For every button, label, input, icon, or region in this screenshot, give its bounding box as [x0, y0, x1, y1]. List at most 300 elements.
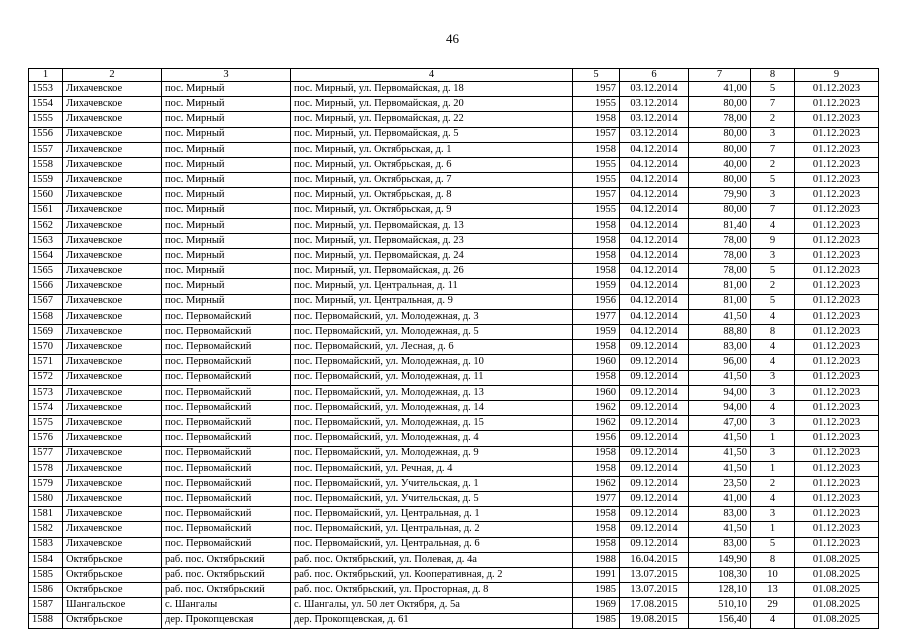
cell-resettlement-date: 01.12.2023 [795, 97, 879, 112]
cell-row-number: 1578 [29, 461, 63, 476]
cell-area: 78,00 [689, 233, 751, 248]
cell-locality: пос. Первомайский [162, 537, 291, 552]
cell-area: 81,00 [689, 294, 751, 309]
cell-locality: пос. Мирный [162, 249, 291, 264]
column-header-6: 6 [620, 69, 689, 82]
cell-residents-count: 2 [751, 157, 795, 172]
cell-recognition-date: 04.12.2014 [620, 325, 689, 340]
cell-year-built: 1958 [573, 461, 620, 476]
table-row [29, 613, 879, 628]
cell-resettlement-date: 01.12.2023 [795, 173, 879, 188]
cell-year-built: 1958 [573, 507, 620, 522]
table-row [29, 309, 879, 324]
cell-row-number: 1583 [29, 537, 63, 552]
cell-row-number: 1568 [29, 309, 63, 324]
table-row [29, 370, 879, 385]
cell-row-number: 1555 [29, 112, 63, 127]
cell-row-number: 1579 [29, 476, 63, 491]
cell-locality: дер. Прокопцевская [162, 613, 291, 628]
table-row [29, 294, 879, 309]
cell-residents-count: 5 [751, 294, 795, 309]
cell-resettlement-date: 01.12.2023 [795, 82, 879, 97]
cell-locality: пос. Мирный [162, 97, 291, 112]
cell-row-number: 1582 [29, 522, 63, 537]
cell-resettlement-date: 01.12.2023 [795, 492, 879, 507]
cell-recognition-date: 09.12.2014 [620, 492, 689, 507]
cell-area: 80,00 [689, 97, 751, 112]
cell-residents-count: 3 [751, 416, 795, 431]
cell-row-number: 1558 [29, 157, 63, 172]
cell-address: пос. Мирный, ул. Центральная, д. 9 [291, 294, 573, 309]
cell-row-number: 1573 [29, 385, 63, 400]
cell-locality: пос. Мирный [162, 82, 291, 97]
column-header-2: 2 [63, 69, 162, 82]
cell-year-built: 1960 [573, 385, 620, 400]
cell-area: 83,00 [689, 340, 751, 355]
table-row [29, 142, 879, 157]
cell-row-number: 1561 [29, 203, 63, 218]
cell-locality: пос. Мирный [162, 112, 291, 127]
cell-area: 41,50 [689, 446, 751, 461]
cell-settlement-municipality: Лихачевское [63, 385, 162, 400]
cell-recognition-date: 04.12.2014 [620, 173, 689, 188]
table-row [29, 264, 879, 279]
table-row [29, 97, 879, 112]
cell-area: 80,00 [689, 127, 751, 142]
cell-row-number: 1570 [29, 340, 63, 355]
cell-locality: пос. Мирный [162, 203, 291, 218]
cell-address: пос. Первомайский, ул. Центральная, д. 2 [291, 522, 573, 537]
cell-settlement-municipality: Лихачевское [63, 112, 162, 127]
cell-residents-count: 4 [751, 340, 795, 355]
cell-residents-count: 3 [751, 446, 795, 461]
cell-row-number: 1574 [29, 400, 63, 415]
cell-locality: пос. Мирный [162, 264, 291, 279]
cell-settlement-municipality: Лихачевское [63, 507, 162, 522]
cell-resettlement-date: 01.12.2023 [795, 294, 879, 309]
cell-address: раб. пос. Октябрьский, ул. Полевая, д. 4а [291, 552, 573, 567]
cell-residents-count: 9 [751, 233, 795, 248]
cell-area: 78,00 [689, 249, 751, 264]
cell-residents-count: 4 [751, 355, 795, 370]
cell-residents-count: 2 [751, 279, 795, 294]
table-row [29, 173, 879, 188]
cell-area: 83,00 [689, 537, 751, 552]
cell-recognition-date: 04.12.2014 [620, 264, 689, 279]
cell-settlement-municipality: Лихачевское [63, 400, 162, 415]
cell-locality: пос. Первомайский [162, 325, 291, 340]
cell-address: пос. Первомайский, ул. Учительская, д. 1 [291, 476, 573, 491]
cell-settlement-municipality: Лихачевское [63, 325, 162, 340]
cell-settlement-municipality: Лихачевское [63, 82, 162, 97]
cell-area: 149,90 [689, 552, 751, 567]
cell-resettlement-date: 01.12.2023 [795, 249, 879, 264]
cell-row-number: 1586 [29, 583, 63, 598]
cell-resettlement-date: 01.12.2023 [795, 233, 879, 248]
cell-resettlement-date: 01.12.2023 [795, 218, 879, 233]
cell-locality: пос. Первомайский [162, 309, 291, 324]
cell-address: пос. Первомайский, ул. Молодежная, д. 14 [291, 400, 573, 415]
cell-year-built: 1958 [573, 112, 620, 127]
cell-settlement-municipality: Лихачевское [63, 416, 162, 431]
cell-recognition-date: 09.12.2014 [620, 461, 689, 476]
cell-locality: раб. пос. Октябрьский [162, 583, 291, 598]
cell-year-built: 1958 [573, 233, 620, 248]
cell-settlement-municipality: Лихачевское [63, 355, 162, 370]
cell-address: пос. Мирный, ул. Первомайская, д. 23 [291, 233, 573, 248]
column-header-7: 7 [689, 69, 751, 82]
cell-row-number: 1567 [29, 294, 63, 309]
cell-settlement-municipality: Лихачевское [63, 446, 162, 461]
cell-year-built: 1969 [573, 598, 620, 613]
cell-address: пос. Мирный, ул. Первомайская, д. 24 [291, 249, 573, 264]
table-row [29, 340, 879, 355]
cell-residents-count: 3 [751, 249, 795, 264]
cell-residents-count: 2 [751, 112, 795, 127]
cell-area: 79,90 [689, 188, 751, 203]
cell-area: 128,10 [689, 583, 751, 598]
cell-year-built: 1958 [573, 264, 620, 279]
cell-year-built: 1958 [573, 446, 620, 461]
cell-row-number: 1572 [29, 370, 63, 385]
cell-row-number: 1559 [29, 173, 63, 188]
cell-area: 23,50 [689, 476, 751, 491]
cell-year-built: 1977 [573, 309, 620, 324]
cell-residents-count: 10 [751, 568, 795, 583]
cell-residents-count: 13 [751, 583, 795, 598]
table-body [29, 82, 879, 629]
cell-year-built: 1955 [573, 97, 620, 112]
cell-settlement-municipality: Октябрьское [63, 568, 162, 583]
cell-residents-count: 7 [751, 142, 795, 157]
cell-residents-count: 4 [751, 218, 795, 233]
cell-year-built: 1959 [573, 325, 620, 340]
cell-settlement-municipality: Лихачевское [63, 173, 162, 188]
cell-resettlement-date: 01.12.2023 [795, 127, 879, 142]
cell-address: пос. Первомайский, ул. Молодежная, д. 3 [291, 309, 573, 324]
cell-year-built: 1957 [573, 188, 620, 203]
table-row [29, 203, 879, 218]
table-row [29, 127, 879, 142]
cell-address: пос. Первомайский, ул. Учительская, д. 5 [291, 492, 573, 507]
cell-row-number: 1576 [29, 431, 63, 446]
table-row [29, 446, 879, 461]
table-row [29, 598, 879, 613]
cell-row-number: 1566 [29, 279, 63, 294]
cell-residents-count: 5 [751, 264, 795, 279]
cell-resettlement-date: 01.12.2023 [795, 431, 879, 446]
cell-recognition-date: 04.12.2014 [620, 294, 689, 309]
cell-year-built: 1955 [573, 203, 620, 218]
table-row [29, 537, 879, 552]
cell-settlement-municipality: Лихачевское [63, 294, 162, 309]
cell-year-built: 1959 [573, 279, 620, 294]
cell-area: 94,00 [689, 385, 751, 400]
table-row [29, 492, 879, 507]
table-header-row [29, 69, 879, 82]
cell-residents-count: 5 [751, 82, 795, 97]
cell-recognition-date: 09.12.2014 [620, 385, 689, 400]
cell-address: дер. Прокопцевская, д. 61 [291, 613, 573, 628]
cell-settlement-municipality: Лихачевское [63, 340, 162, 355]
cell-recognition-date: 13.07.2015 [620, 568, 689, 583]
cell-address: пос. Мирный, ул. Центральная, д. 11 [291, 279, 573, 294]
cell-address: пос. Мирный, ул. Октябрьская, д. 9 [291, 203, 573, 218]
table-row [29, 112, 879, 127]
table-row [29, 583, 879, 598]
cell-address: пос. Первомайский, ул. Молодежная, д. 13 [291, 385, 573, 400]
table-row [29, 157, 879, 172]
cell-recognition-date: 04.12.2014 [620, 142, 689, 157]
cell-recognition-date: 04.12.2014 [620, 218, 689, 233]
table-row [29, 279, 879, 294]
cell-locality: пос. Первомайский [162, 461, 291, 476]
cell-residents-count: 3 [751, 507, 795, 522]
cell-locality: пос. Первомайский [162, 431, 291, 446]
cell-recognition-date: 04.12.2014 [620, 233, 689, 248]
cell-locality: пос. Мирный [162, 279, 291, 294]
cell-residents-count: 7 [751, 97, 795, 112]
cell-settlement-municipality: Лихачевское [63, 142, 162, 157]
cell-year-built: 1958 [573, 249, 620, 264]
cell-settlement-municipality: Лихачевское [63, 218, 162, 233]
cell-resettlement-date: 01.08.2025 [795, 568, 879, 583]
cell-recognition-date: 03.12.2014 [620, 97, 689, 112]
cell-recognition-date: 09.12.2014 [620, 446, 689, 461]
cell-row-number: 1580 [29, 492, 63, 507]
cell-locality: раб. пос. Октябрьский [162, 568, 291, 583]
cell-resettlement-date: 01.08.2025 [795, 598, 879, 613]
cell-resettlement-date: 01.08.2025 [795, 613, 879, 628]
cell-year-built: 1977 [573, 492, 620, 507]
cell-resettlement-date: 01.12.2023 [795, 325, 879, 340]
cell-locality: пос. Мирный [162, 218, 291, 233]
cell-year-built: 1957 [573, 127, 620, 142]
cell-year-built: 1988 [573, 552, 620, 567]
cell-settlement-municipality: Лихачевское [63, 461, 162, 476]
cell-recognition-date: 04.12.2014 [620, 157, 689, 172]
table-row [29, 325, 879, 340]
cell-address: пос. Первомайский, ул. Молодежная, д. 5 [291, 325, 573, 340]
cell-recognition-date: 04.12.2014 [620, 279, 689, 294]
cell-address: пос. Первомайский, ул. Центральная, д. 6 [291, 537, 573, 552]
table-row [29, 568, 879, 583]
cell-area: 510,10 [689, 598, 751, 613]
cell-resettlement-date: 01.12.2023 [795, 188, 879, 203]
cell-row-number: 1571 [29, 355, 63, 370]
cell-address: пос. Мирный, ул. Первомайская, д. 26 [291, 264, 573, 279]
table-row [29, 188, 879, 203]
cell-recognition-date: 09.12.2014 [620, 431, 689, 446]
cell-area: 156,40 [689, 613, 751, 628]
cell-residents-count: 4 [751, 492, 795, 507]
cell-settlement-municipality: Лихачевское [63, 537, 162, 552]
cell-residents-count: 3 [751, 385, 795, 400]
cell-resettlement-date: 01.12.2023 [795, 400, 879, 415]
cell-recognition-date: 04.12.2014 [620, 309, 689, 324]
cell-year-built: 1955 [573, 157, 620, 172]
cell-area: 108,30 [689, 568, 751, 583]
cell-address: пос. Мирный, ул. Первомайская, д. 22 [291, 112, 573, 127]
cell-year-built: 1957 [573, 82, 620, 97]
cell-address: пос. Первомайский, ул. Молодежная, д. 9 [291, 446, 573, 461]
cell-area: 78,00 [689, 264, 751, 279]
cell-settlement-municipality: Лихачевское [63, 249, 162, 264]
cell-year-built: 1962 [573, 476, 620, 491]
cell-locality: пос. Мирный [162, 127, 291, 142]
cell-address: пос. Мирный, ул. Первомайская, д. 20 [291, 97, 573, 112]
cell-locality: пос. Мирный [162, 294, 291, 309]
cell-area: 81,40 [689, 218, 751, 233]
cell-recognition-date: 04.12.2014 [620, 188, 689, 203]
cell-address: пос. Первомайский, ул. Молодежная, д. 10 [291, 355, 573, 370]
cell-locality: пос. Первомайский [162, 476, 291, 491]
cell-recognition-date: 09.12.2014 [620, 340, 689, 355]
cell-locality: пос. Мирный [162, 233, 291, 248]
cell-residents-count: 2 [751, 476, 795, 491]
cell-locality: пос. Первомайский [162, 355, 291, 370]
cell-address: пос. Мирный, ул. Октябрьская, д. 1 [291, 142, 573, 157]
cell-residents-count: 5 [751, 537, 795, 552]
cell-address: пос. Первомайский, ул. Молодежная, д. 11 [291, 370, 573, 385]
cell-row-number: 1556 [29, 127, 63, 142]
cell-residents-count: 29 [751, 598, 795, 613]
cell-recognition-date: 16.04.2015 [620, 552, 689, 567]
table-row [29, 233, 879, 248]
cell-recognition-date: 09.12.2014 [620, 400, 689, 415]
cell-resettlement-date: 01.12.2023 [795, 157, 879, 172]
cell-area: 47,00 [689, 416, 751, 431]
cell-area: 88,80 [689, 325, 751, 340]
page-number: 46 [446, 31, 459, 46]
cell-resettlement-date: 01.12.2023 [795, 522, 879, 537]
cell-area: 41,50 [689, 309, 751, 324]
table-row [29, 552, 879, 567]
cell-resettlement-date: 01.12.2023 [795, 279, 879, 294]
cell-resettlement-date: 01.12.2023 [795, 142, 879, 157]
cell-area: 41,50 [689, 522, 751, 537]
cell-settlement-municipality: Лихачевское [63, 431, 162, 446]
cell-year-built: 1958 [573, 537, 620, 552]
cell-residents-count: 8 [751, 325, 795, 340]
cell-residents-count: 1 [751, 461, 795, 476]
cell-row-number: 1585 [29, 568, 63, 583]
cell-settlement-municipality: Лихачевское [63, 203, 162, 218]
cell-area: 94,00 [689, 400, 751, 415]
cell-area: 80,00 [689, 142, 751, 157]
cell-resettlement-date: 01.12.2023 [795, 309, 879, 324]
cell-year-built: 1985 [573, 613, 620, 628]
cell-row-number: 1554 [29, 97, 63, 112]
cell-year-built: 1958 [573, 340, 620, 355]
cell-row-number: 1553 [29, 82, 63, 97]
column-header-9: 9 [795, 69, 879, 82]
cell-year-built: 1955 [573, 173, 620, 188]
cell-settlement-municipality: Лихачевское [63, 309, 162, 324]
cell-address: пос. Первомайский, ул. Молодежная, д. 4 [291, 431, 573, 446]
table-row [29, 218, 879, 233]
column-header-5: 5 [573, 69, 620, 82]
cell-recognition-date: 09.12.2014 [620, 476, 689, 491]
cell-residents-count: 4 [751, 613, 795, 628]
cell-resettlement-date: 01.12.2023 [795, 340, 879, 355]
cell-locality: раб. пос. Октябрьский [162, 552, 291, 567]
cell-address: пос. Мирный, ул. Октябрьская, д. 7 [291, 173, 573, 188]
cell-recognition-date: 04.12.2014 [620, 203, 689, 218]
cell-residents-count: 3 [751, 127, 795, 142]
cell-area: 80,00 [689, 173, 751, 188]
cell-area: 41,00 [689, 82, 751, 97]
cell-settlement-municipality: Лихачевское [63, 188, 162, 203]
cell-recognition-date: 09.12.2014 [620, 416, 689, 431]
cell-year-built: 1958 [573, 142, 620, 157]
cell-year-built: 1958 [573, 370, 620, 385]
cell-row-number: 1565 [29, 264, 63, 279]
cell-address: раб. пос. Октябрьский, ул. Кооперативная, д. 2 [291, 568, 573, 583]
cell-row-number: 1584 [29, 552, 63, 567]
cell-settlement-municipality: Шангальское [63, 598, 162, 613]
table-row [29, 400, 879, 415]
cell-area: 40,00 [689, 157, 751, 172]
cell-area: 83,00 [689, 507, 751, 522]
cell-resettlement-date: 01.08.2025 [795, 552, 879, 567]
cell-row-number: 1587 [29, 598, 63, 613]
cell-address: пос. Первомайский, ул. Лесная, д. 6 [291, 340, 573, 355]
cell-year-built: 1956 [573, 431, 620, 446]
cell-recognition-date: 09.12.2014 [620, 522, 689, 537]
cell-locality: пос. Мирный [162, 157, 291, 172]
cell-resettlement-date: 01.12.2023 [795, 476, 879, 491]
cell-residents-count: 5 [751, 173, 795, 188]
cell-year-built: 1991 [573, 568, 620, 583]
cell-area: 80,00 [689, 203, 751, 218]
cell-row-number: 1581 [29, 507, 63, 522]
cell-area: 41,50 [689, 370, 751, 385]
cell-resettlement-date: 01.12.2023 [795, 446, 879, 461]
cell-row-number: 1588 [29, 613, 63, 628]
table-row [29, 385, 879, 400]
cell-address: пос. Первомайский, ул. Молодежная, д. 15 [291, 416, 573, 431]
table-row [29, 416, 879, 431]
table-row [29, 249, 879, 264]
cell-settlement-municipality: Лихачевское [63, 522, 162, 537]
cell-year-built: 1958 [573, 218, 620, 233]
cell-address: раб. пос. Октябрьский, ул. Просторная, д. 8 [291, 583, 573, 598]
cell-settlement-municipality: Октябрьское [63, 583, 162, 598]
cell-resettlement-date: 01.12.2023 [795, 264, 879, 279]
cell-row-number: 1560 [29, 188, 63, 203]
column-header-1: 1 [29, 69, 63, 82]
cell-row-number: 1569 [29, 325, 63, 340]
table-row [29, 476, 879, 491]
cell-locality: пос. Мирный [162, 188, 291, 203]
cell-recognition-date: 09.12.2014 [620, 355, 689, 370]
housing-register-table [28, 68, 879, 629]
cell-row-number: 1562 [29, 218, 63, 233]
cell-settlement-municipality: Лихачевское [63, 279, 162, 294]
cell-year-built: 1962 [573, 400, 620, 415]
cell-address: пос. Мирный, ул. Первомайская, д. 5 [291, 127, 573, 142]
cell-residents-count: 4 [751, 400, 795, 415]
cell-recognition-date: 03.12.2014 [620, 112, 689, 127]
cell-resettlement-date: 01.08.2025 [795, 583, 879, 598]
cell-locality: пос. Первомайский [162, 416, 291, 431]
cell-settlement-municipality: Лихачевское [63, 97, 162, 112]
cell-recognition-date: 09.12.2014 [620, 370, 689, 385]
cell-residents-count: 3 [751, 370, 795, 385]
cell-address: пос. Мирный, ул. Октябрьская, д. 8 [291, 188, 573, 203]
cell-settlement-municipality: Лихачевское [63, 157, 162, 172]
